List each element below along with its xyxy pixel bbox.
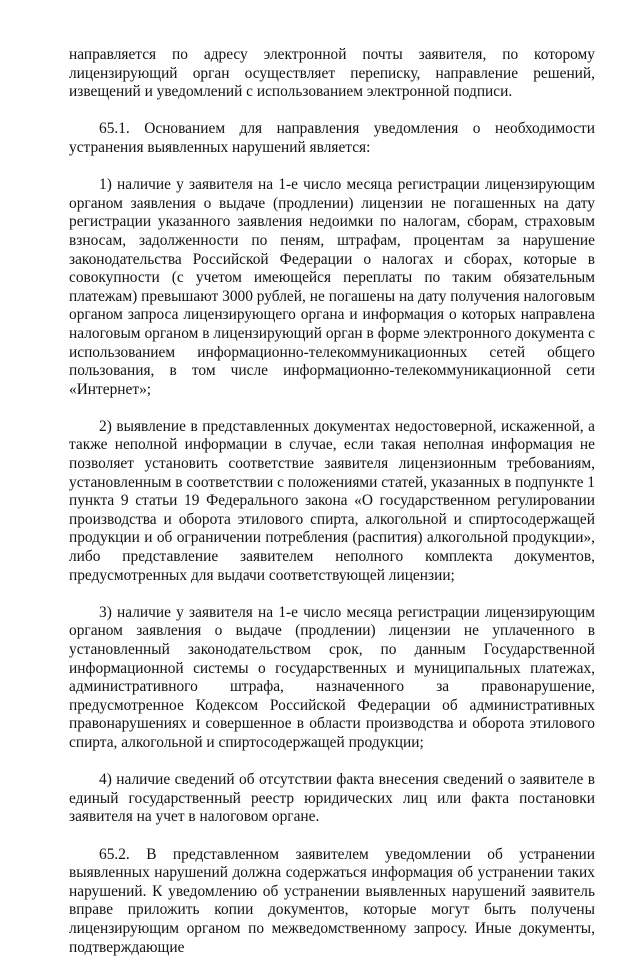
paragraph-65-1: 65.1. Основанием для направления уведомления о необходимости устранения выявленных нарушений является: bbox=[69, 120, 595, 156]
paragraph-item-1: 1) наличие у заявителя на 1-е число месяца регистрации лицензирующим органом заявления о выдаче (продлении) лицензии не погашенных на дату регистрации указанного заявления недоимки по налогам, сборам, страховым взносам, задолженности по пеням, штрафам, процентам за нарушение законодательства Российской Федерации о налогах и сборах, которые в совокупности (с учетом имеющейся переплаты по таким обязательным платежам) превышают 3000 рублей, не погашены на дату получения налоговым органом запроса лицензирующего органа и информация о которых направлена налоговым органом в лицензирующий орган в форме электронного документа с использованием информационно-телекоммуникационных сетей общего пользования, в том числе информационно-телекоммуникационной сети «Интернет»; bbox=[69, 176, 595, 398]
paragraph-65-2: 65.2. В представленном заявителем уведомлении об устранении выявленных нарушений должна содержаться информация об устранении таких нарушений. К уведомлению об устранении выявленных нарушений заявитель вправе приложить копии документов, которые могут быть получены лицензирующим органом по межведомственному запросу. Иные документы, подтверждающие bbox=[69, 845, 595, 956]
paragraph-item-4: 4) наличие сведений об отсутствии факта внесения сведений о заявителе в единый государственный реестр юридических лиц или факта постановки заявителя на учет в налоговом органе. bbox=[69, 771, 595, 826]
document-page bbox=[69, 46, 595, 957]
paragraph-item-3: 3) наличие у заявителя на 1-е число месяца регистрации лицензирующим органом заявления о выдаче (продлении) лицензии не уплаченного в установленный законодательством срок, по данным Государственной информационной системы о государственных и муниципальных платежах, административного штрафа, назначенного за правонарушение, предусмотренное Кодексом Российской Федерации об административных правонарушениях и совершенное в области производства и оборота этилового спирта, алкогольной и спиртосодержащей продукции; bbox=[69, 603, 595, 751]
paragraph-continuation: направляется по адресу электронной почты заявителя, по которому лицензирующий орган осуществляет переписку, направление решений, извещений и уведомлений с использованием электронной подписи. bbox=[69, 46, 595, 101]
paragraph-item-2: 2) выявление в представленных документах недостоверной, искаженной, а также неполной информации в случае, если такая неполная информация не позволяет установить соответствие заявителя лицензионным требованиям, установленным в соответствии с положениями статей, указанных в подпункте 1 пункта 9 статьи 19 Федерального закона «О государственном регулировании производства и оборота этилового спирта, алкогольной и спиртосодержащей продукции и об ограничении потребления (распития) алкогольной продукции», либо представление заявителем неполного комплекта документов, предусмотренных для выдачи соответствующей лицензии; bbox=[69, 417, 595, 584]
